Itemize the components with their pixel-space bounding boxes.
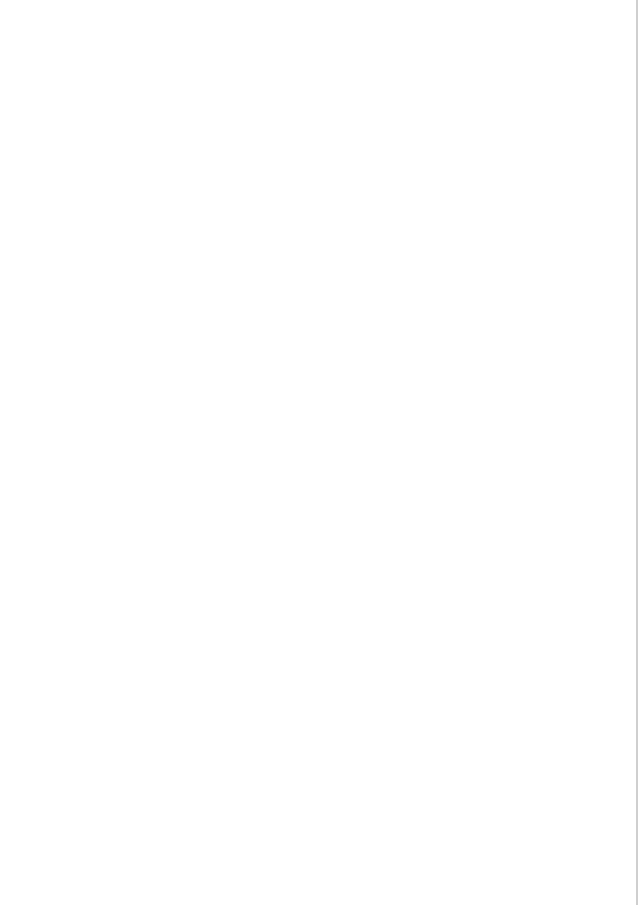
page-edge-shadow [636, 0, 638, 905]
document-body [88, 60, 593, 80]
